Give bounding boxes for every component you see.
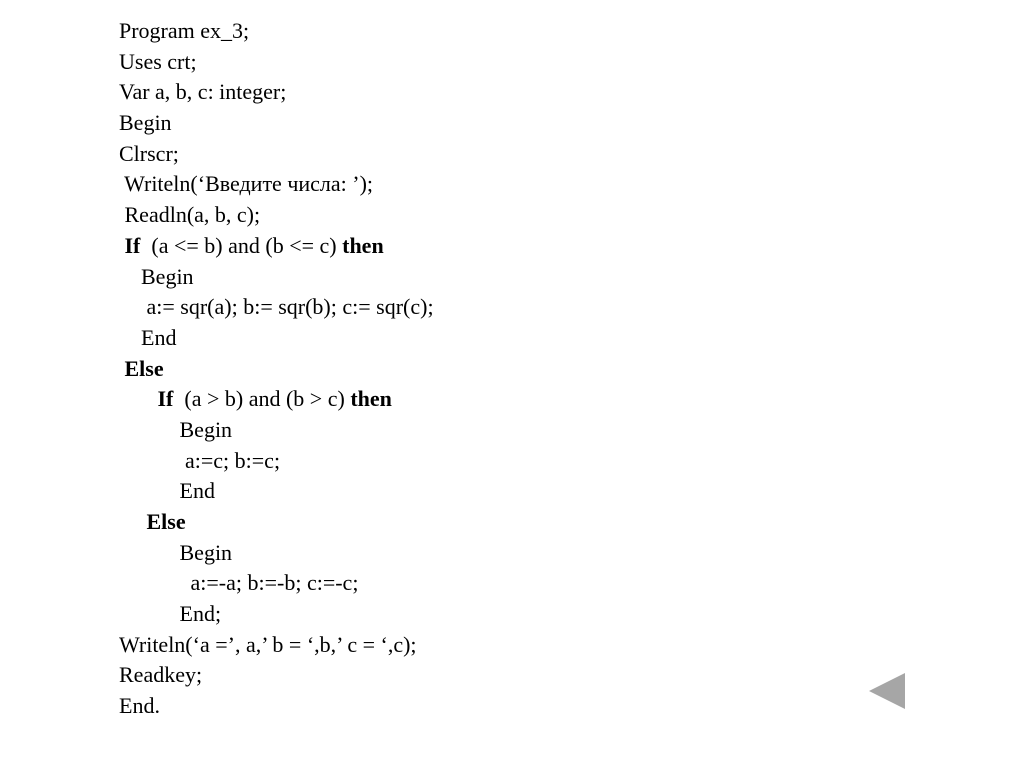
code-line [119, 200, 434, 231]
code-text: a:=c; b:=c; [119, 447, 281, 473]
code-line [119, 292, 434, 323]
triangle-left-icon [868, 672, 906, 710]
code-text: End; [119, 601, 222, 627]
code-text: Readln(a, b, c); [119, 202, 261, 228]
code-text: Begin [119, 110, 172, 136]
code-line [119, 507, 434, 538]
code-text: Clrscr; [119, 140, 179, 166]
code-line [119, 691, 434, 722]
keyword: If [119, 232, 141, 258]
code-line [119, 415, 434, 446]
code-line [119, 323, 434, 354]
code-text: (a > b) and (b > c) [173, 386, 351, 412]
code-line [119, 262, 434, 293]
code-text: End [119, 478, 215, 504]
code-line [119, 476, 434, 507]
keyword: If [119, 386, 174, 412]
code-line [119, 139, 434, 170]
code-text: Writeln(‘Введите числа: ’); [119, 171, 374, 197]
code-text: Begin [119, 539, 233, 565]
code-text: Program ex_3; [119, 18, 250, 43]
code-text: End. [119, 693, 160, 719]
code-text: (a <= b) and (b <= c) [140, 232, 343, 258]
code-line [119, 77, 434, 108]
code-text: Begin [119, 263, 194, 289]
keyword: Else [119, 355, 164, 381]
code-text: a:=-a; b:=-b; c:=-c; [119, 570, 359, 596]
code-line [119, 169, 434, 200]
code-text: Begin [119, 416, 233, 442]
back-button[interactable] [868, 672, 906, 710]
code-line [119, 599, 434, 630]
code-line [119, 354, 434, 385]
keyword: then [342, 232, 384, 258]
code-text: Writeln(‘a =’, a,’ b = ‘,b,’ c = ‘,c); [119, 631, 417, 657]
code-line [119, 446, 434, 477]
code-line [119, 568, 434, 599]
code-text: Var a, b, c: integer; [119, 79, 287, 105]
keyword: Else [119, 509, 186, 534]
code-text: a:= sqr(a); b:= sqr(b); c:= sqr(c); [119, 294, 434, 320]
code-text: End [119, 324, 177, 350]
keyword: then [350, 386, 392, 412]
code-line [119, 231, 434, 262]
code-line [119, 660, 434, 691]
code-text: Uses crt; [119, 48, 197, 74]
code-line [119, 630, 434, 661]
code-line [119, 47, 434, 78]
code-listing [119, 16, 434, 722]
code-line [119, 108, 434, 139]
code-text: Readkey; [119, 662, 203, 688]
code-line [119, 384, 434, 415]
code-line [119, 538, 434, 569]
code-line [119, 16, 434, 47]
